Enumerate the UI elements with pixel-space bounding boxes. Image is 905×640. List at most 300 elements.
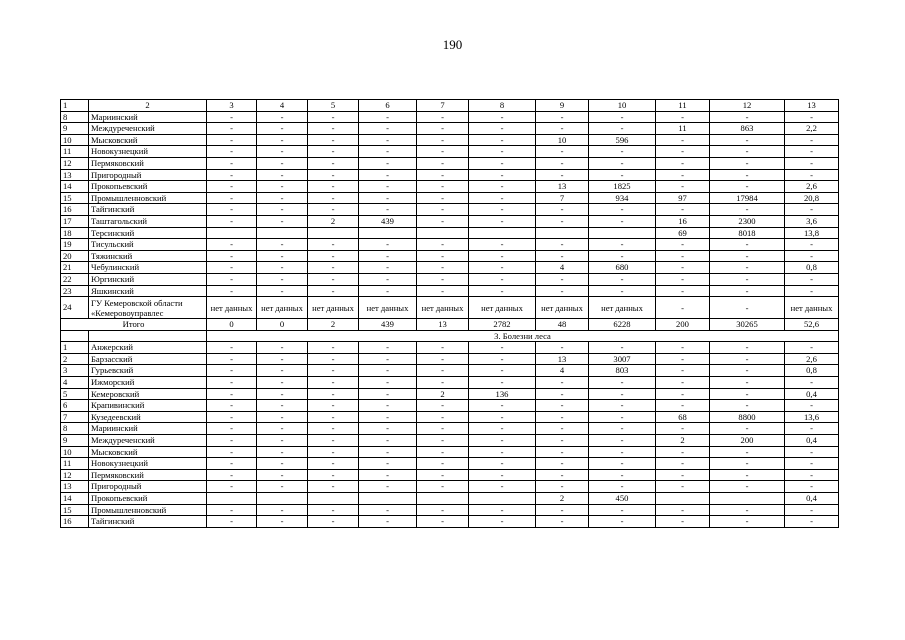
table-cell: 13,6 xyxy=(785,411,839,423)
column-number: 4 xyxy=(257,100,308,112)
table-cell: - xyxy=(469,169,536,181)
table-cell: - xyxy=(417,342,469,354)
district-name: Мариинский xyxy=(89,423,207,435)
table-row xyxy=(61,516,839,528)
table-cell: - xyxy=(308,435,359,447)
table-cell: - xyxy=(536,458,589,470)
table-cell: - xyxy=(469,400,536,412)
table-cell: - xyxy=(536,157,589,169)
district-name: Новокузнецкий xyxy=(89,458,207,470)
table-cell: - xyxy=(656,111,710,123)
table-cell: - xyxy=(417,353,469,365)
table-cell: - xyxy=(308,342,359,354)
table-cell: - xyxy=(417,111,469,123)
table-cell: - xyxy=(589,435,656,447)
table-cell: - xyxy=(656,250,710,262)
table-cell: - xyxy=(257,169,308,181)
table-row xyxy=(61,111,839,123)
organization-name: ГУ Кемеровской области «Кемеровоуправлес xyxy=(89,297,207,319)
table-cell xyxy=(656,493,710,505)
table-cell: 13 xyxy=(536,181,589,193)
table-cell: - xyxy=(710,181,785,193)
table-cell: - xyxy=(207,388,257,400)
table-cell: - xyxy=(417,377,469,389)
table-cell: - xyxy=(469,481,536,493)
table-cell: - xyxy=(257,400,308,412)
table-cell: 3007 xyxy=(589,353,656,365)
table-cell: 2,6 xyxy=(785,353,839,365)
table-cell xyxy=(257,227,308,239)
forest-data-table xyxy=(60,99,839,528)
table-cell: - xyxy=(469,365,536,377)
district-name: Кузедеевский xyxy=(89,411,207,423)
table-row xyxy=(61,411,839,423)
table-cell xyxy=(359,227,417,239)
table-cell: - xyxy=(589,285,656,297)
table-cell: - xyxy=(536,342,589,354)
table-cell: - xyxy=(257,388,308,400)
row-number: 4 xyxy=(61,377,89,389)
table-cell: - xyxy=(257,215,308,227)
table-cell: - xyxy=(257,516,308,528)
table-cell: - xyxy=(710,458,785,470)
table-cell: - xyxy=(536,481,589,493)
table-cell: - xyxy=(308,285,359,297)
total-cell: 6228 xyxy=(589,319,656,331)
district-name: Тяжинский xyxy=(89,250,207,262)
district-name: Промышленновский xyxy=(89,192,207,204)
table-cell: 596 xyxy=(589,134,656,146)
table-cell: - xyxy=(469,192,536,204)
row-number: 22 xyxy=(61,273,89,285)
column-number: 8 xyxy=(469,100,536,112)
table-cell: - xyxy=(359,123,417,135)
table-row xyxy=(61,285,839,297)
table-cell: - xyxy=(656,157,710,169)
table-cell: - xyxy=(207,377,257,389)
table-cell: - xyxy=(257,458,308,470)
table-cell: - xyxy=(710,423,785,435)
table-cell: нет данных xyxy=(469,297,536,319)
table-cell: - xyxy=(656,204,710,216)
table-cell: - xyxy=(536,377,589,389)
table-cell: 2 xyxy=(308,215,359,227)
table-cell: - xyxy=(589,377,656,389)
table-cell: - xyxy=(469,342,536,354)
table-cell: - xyxy=(359,504,417,516)
table-cell: 0,4 xyxy=(785,388,839,400)
column-number: 1 xyxy=(61,100,89,112)
table-cell: 2 xyxy=(536,493,589,505)
table-cell: нет данных xyxy=(359,297,417,319)
table-cell: - xyxy=(710,481,785,493)
table-cell xyxy=(589,227,656,239)
total-cell: 0 xyxy=(257,319,308,331)
table-cell: - xyxy=(710,297,785,319)
table-cell: - xyxy=(785,146,839,158)
table-cell: - xyxy=(536,504,589,516)
table-row xyxy=(61,157,839,169)
table-cell: - xyxy=(469,239,536,251)
table-row xyxy=(61,481,839,493)
table-cell: - xyxy=(207,239,257,251)
table-row xyxy=(61,250,839,262)
table-row xyxy=(61,446,839,458)
table-cell: - xyxy=(589,123,656,135)
table-cell: - xyxy=(308,446,359,458)
table-cell: 3,6 xyxy=(785,215,839,227)
table-cell: - xyxy=(359,285,417,297)
table-cell: - xyxy=(785,157,839,169)
table-cell: 68 xyxy=(656,411,710,423)
table-cell: - xyxy=(469,285,536,297)
district-name: Пригородный xyxy=(89,481,207,493)
table-cell: - xyxy=(710,365,785,377)
table-cell: - xyxy=(308,204,359,216)
table-cell: - xyxy=(589,215,656,227)
table-cell: - xyxy=(710,111,785,123)
table-cell: - xyxy=(308,273,359,285)
table-row xyxy=(61,435,839,447)
table-cell: - xyxy=(359,446,417,458)
table-cell: - xyxy=(359,516,417,528)
table-cell: - xyxy=(589,411,656,423)
table-cell: - xyxy=(359,239,417,251)
table-cell: - xyxy=(417,504,469,516)
table-cell: - xyxy=(469,181,536,193)
table-cell: - xyxy=(785,134,839,146)
table-cell: 2 xyxy=(656,435,710,447)
table-cell: - xyxy=(207,134,257,146)
table-cell: - xyxy=(469,123,536,135)
table-cell: - xyxy=(785,250,839,262)
row-number: 24 xyxy=(61,297,89,319)
table-cell: - xyxy=(536,388,589,400)
row-number: 8 xyxy=(61,423,89,435)
row-number: 15 xyxy=(61,192,89,204)
table-cell: - xyxy=(207,342,257,354)
table-cell: 136 xyxy=(469,388,536,400)
district-name: Гурьевский xyxy=(89,365,207,377)
table-cell: - xyxy=(469,516,536,528)
table-cell: - xyxy=(207,435,257,447)
table-cell: - xyxy=(589,504,656,516)
table-cell: - xyxy=(207,423,257,435)
table-cell: - xyxy=(785,400,839,412)
table-cell: 20,8 xyxy=(785,192,839,204)
table-cell: - xyxy=(536,423,589,435)
table-cell: 863 xyxy=(710,123,785,135)
table-cell: - xyxy=(359,262,417,274)
table-cell xyxy=(257,493,308,505)
table-cell: 0,8 xyxy=(785,365,839,377)
table-row xyxy=(61,400,839,412)
table-cell: - xyxy=(656,134,710,146)
table-cell: - xyxy=(417,469,469,481)
table-cell: - xyxy=(417,123,469,135)
table-cell: - xyxy=(589,446,656,458)
table-cell: - xyxy=(359,458,417,470)
table-cell: 13,8 xyxy=(785,227,839,239)
section-title: 3. Болезни леса xyxy=(207,330,839,342)
table-cell: - xyxy=(308,481,359,493)
table-cell: - xyxy=(207,157,257,169)
table-cell: - xyxy=(417,365,469,377)
table-cell: - xyxy=(710,134,785,146)
table-cell: - xyxy=(656,285,710,297)
row-number: 10 xyxy=(61,134,89,146)
table-row xyxy=(61,227,839,239)
table-cell: 10 xyxy=(536,134,589,146)
total-cell: 48 xyxy=(536,319,589,331)
district-name: Промышленновский xyxy=(89,504,207,516)
table-cell: - xyxy=(359,377,417,389)
table-cell: - xyxy=(308,423,359,435)
table-cell xyxy=(469,227,536,239)
table-cell: - xyxy=(308,400,359,412)
table-cell: - xyxy=(589,157,656,169)
table-cell: - xyxy=(207,250,257,262)
table-cell: - xyxy=(417,262,469,274)
table-cell: - xyxy=(656,377,710,389)
table-cell: - xyxy=(536,239,589,251)
table-cell: - xyxy=(710,273,785,285)
table-cell: - xyxy=(536,111,589,123)
column-number: 6 xyxy=(359,100,417,112)
table-row xyxy=(61,134,839,146)
table-row xyxy=(61,262,839,274)
table-cell: - xyxy=(710,239,785,251)
total-cell: 200 xyxy=(656,319,710,331)
table-cell: - xyxy=(469,250,536,262)
table-cell: - xyxy=(257,365,308,377)
table-row xyxy=(61,388,839,400)
table-cell: - xyxy=(656,297,710,319)
table-cell xyxy=(308,493,359,505)
table-cell: - xyxy=(207,469,257,481)
column-number: 5 xyxy=(308,100,359,112)
table-cell xyxy=(207,493,257,505)
row-number: 23 xyxy=(61,285,89,297)
row-number: 16 xyxy=(61,204,89,216)
table-cell: - xyxy=(308,169,359,181)
table-cell: - xyxy=(257,134,308,146)
table-cell: 17984 xyxy=(710,192,785,204)
table-cell: - xyxy=(656,146,710,158)
table-cell: - xyxy=(589,423,656,435)
table-cell: - xyxy=(207,365,257,377)
table-cell: - xyxy=(589,458,656,470)
table-cell: - xyxy=(536,273,589,285)
table-cell: - xyxy=(785,481,839,493)
district-name: Тайгинский xyxy=(89,204,207,216)
total-label: Итого xyxy=(61,319,207,331)
table-cell: - xyxy=(656,342,710,354)
table-row xyxy=(61,365,839,377)
table-cell: - xyxy=(207,516,257,528)
column-number: 12 xyxy=(710,100,785,112)
table-cell: - xyxy=(469,377,536,389)
district-name: Междуреченский xyxy=(89,435,207,447)
district-name: Крапивинский xyxy=(89,400,207,412)
table-cell: - xyxy=(417,481,469,493)
table-cell: - xyxy=(656,504,710,516)
table-cell: 8800 xyxy=(710,411,785,423)
table-cell: - xyxy=(656,353,710,365)
table-cell: - xyxy=(359,169,417,181)
table-cell: - xyxy=(207,111,257,123)
table-cell: - xyxy=(589,516,656,528)
table-cell: - xyxy=(417,285,469,297)
table-cell: - xyxy=(536,204,589,216)
row-number: 5 xyxy=(61,388,89,400)
row-number: 13 xyxy=(61,169,89,181)
district-name: Мысковский xyxy=(89,446,207,458)
table-cell: - xyxy=(710,377,785,389)
table-cell: - xyxy=(308,250,359,262)
table-cell: - xyxy=(207,181,257,193)
row-number: 20 xyxy=(61,250,89,262)
row-number: 2 xyxy=(61,353,89,365)
table-cell: - xyxy=(359,400,417,412)
table-cell: - xyxy=(417,215,469,227)
table-cell: - xyxy=(785,285,839,297)
table-cell: - xyxy=(710,388,785,400)
table-cell: - xyxy=(469,204,536,216)
table-cell: - xyxy=(257,342,308,354)
row-number: 3 xyxy=(61,365,89,377)
table-cell: - xyxy=(710,169,785,181)
table-cell: - xyxy=(785,204,839,216)
table-cell: - xyxy=(710,250,785,262)
table-cell: 439 xyxy=(359,215,417,227)
table-cell: - xyxy=(417,157,469,169)
table-cell: - xyxy=(207,285,257,297)
table-cell: - xyxy=(359,365,417,377)
column-number: 3 xyxy=(207,100,257,112)
table-cell: нет данных xyxy=(257,297,308,319)
table-cell: - xyxy=(536,123,589,135)
district-name: Прокопьевский xyxy=(89,181,207,193)
column-number: 7 xyxy=(417,100,469,112)
table-cell: - xyxy=(257,111,308,123)
table-cell: - xyxy=(257,469,308,481)
table-cell: 2,2 xyxy=(785,123,839,135)
table-cell: 4 xyxy=(536,365,589,377)
table-cell: - xyxy=(785,458,839,470)
table-cell: 7 xyxy=(536,192,589,204)
table-cell: - xyxy=(257,411,308,423)
table-cell: - xyxy=(589,204,656,216)
table-cell: - xyxy=(308,411,359,423)
table-cell: - xyxy=(207,353,257,365)
total-cell: 0 xyxy=(207,319,257,331)
table-cell: - xyxy=(308,353,359,365)
table-cell: - xyxy=(417,435,469,447)
table-cell: - xyxy=(207,204,257,216)
table-cell: - xyxy=(308,365,359,377)
table-row xyxy=(61,493,839,505)
table-cell: - xyxy=(469,134,536,146)
table-cell: - xyxy=(589,146,656,158)
table-cell: - xyxy=(710,516,785,528)
table-cell: - xyxy=(417,458,469,470)
table-cell: - xyxy=(207,146,257,158)
table-cell: - xyxy=(308,192,359,204)
table-cell xyxy=(536,227,589,239)
table-cell: - xyxy=(257,353,308,365)
table-cell: - xyxy=(536,250,589,262)
table-cell: - xyxy=(710,157,785,169)
table-cell: - xyxy=(536,446,589,458)
table-cell: - xyxy=(785,469,839,481)
table-cell: 934 xyxy=(589,192,656,204)
table-cell xyxy=(469,493,536,505)
table-cell: - xyxy=(257,446,308,458)
district-name: Тайгинский xyxy=(89,516,207,528)
table-cell: - xyxy=(308,388,359,400)
table-cell: - xyxy=(710,353,785,365)
table-cell: нет данных xyxy=(417,297,469,319)
table-cell: - xyxy=(308,469,359,481)
column-number: 9 xyxy=(536,100,589,112)
table-cell: - xyxy=(207,192,257,204)
page-number: 190 xyxy=(442,37,463,52)
table-cell: - xyxy=(656,273,710,285)
table-cell: - xyxy=(308,181,359,193)
table-cell: - xyxy=(359,250,417,262)
table-cell: - xyxy=(589,111,656,123)
table-cell: - xyxy=(257,204,308,216)
table-cell: - xyxy=(656,181,710,193)
table-cell: - xyxy=(308,377,359,389)
table-cell: - xyxy=(536,516,589,528)
row-number: 14 xyxy=(61,493,89,505)
table-cell: - xyxy=(785,342,839,354)
table-cell: - xyxy=(469,262,536,274)
table-cell: - xyxy=(417,273,469,285)
table-cell: - xyxy=(417,146,469,158)
row-number: 18 xyxy=(61,227,89,239)
table-cell: 680 xyxy=(589,262,656,274)
table-cell: - xyxy=(710,469,785,481)
table-cell: - xyxy=(785,377,839,389)
table-cell: 0,8 xyxy=(785,262,839,274)
table-cell: - xyxy=(656,458,710,470)
table-cell: 803 xyxy=(589,365,656,377)
table-cell: - xyxy=(469,411,536,423)
table-cell: - xyxy=(207,273,257,285)
table-cell: 200 xyxy=(710,435,785,447)
district-name: Пермяковский xyxy=(89,157,207,169)
row-number: 15 xyxy=(61,504,89,516)
table-cell: - xyxy=(656,365,710,377)
district-name: Новокузнецкий xyxy=(89,146,207,158)
table-row xyxy=(61,273,839,285)
table-cell: - xyxy=(417,204,469,216)
table-cell: - xyxy=(359,411,417,423)
table-cell: - xyxy=(257,435,308,447)
total-cell: 52,6 xyxy=(785,319,839,331)
table-cell xyxy=(308,227,359,239)
table-cell: - xyxy=(656,516,710,528)
table-cell: - xyxy=(308,239,359,251)
table-cell xyxy=(207,227,257,239)
table-cell: - xyxy=(308,516,359,528)
district-name: Яшкинский xyxy=(89,285,207,297)
district-name: Мариинский xyxy=(89,111,207,123)
table-cell: - xyxy=(417,134,469,146)
